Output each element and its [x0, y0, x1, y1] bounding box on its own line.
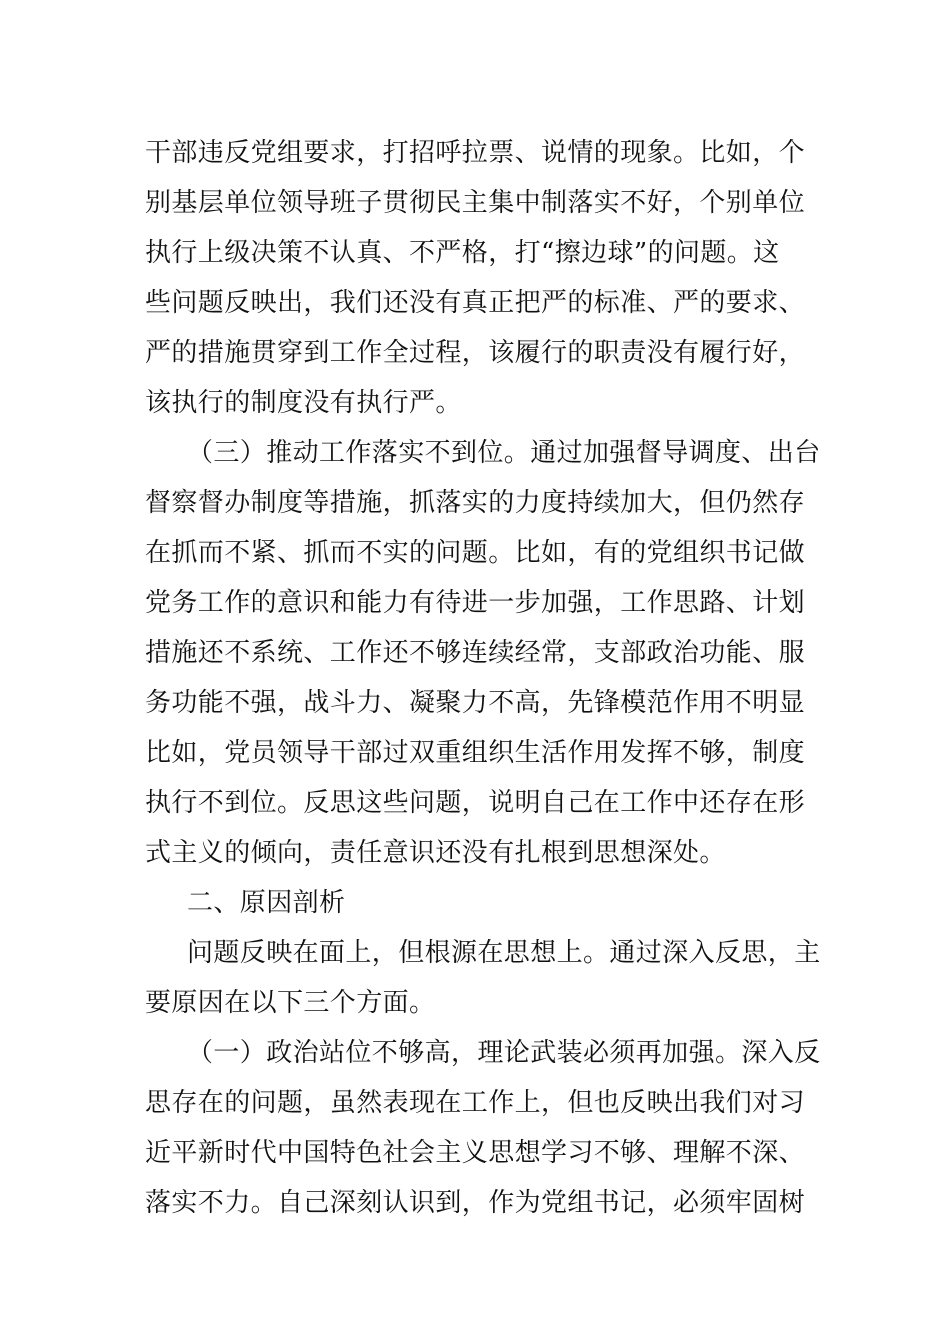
text-line: 执行不到位。反思这些问题，说明自己在工作中还存在形: [145, 788, 806, 818]
text-line: 执行上级决策不认真、不严格，打“擦边球”的问题。这: [145, 238, 780, 268]
text-line: 式主义的倾向，责任意识还没有扎根到思想深处。: [145, 838, 726, 868]
text-line: 比如，党员领导干部过双重组织生活作用发挥不够，制度: [145, 738, 806, 768]
text-line: 该执行的制度没有执行严。: [145, 388, 462, 418]
text-line: 严的措施贯穿到工作全过程，该履行的职责没有履行好，: [145, 338, 806, 368]
text-line: 要原因在以下三个方面。: [145, 988, 436, 1018]
text-line: 别基层单位领导班子贯彻民主集中制落实不好，个别单位: [145, 188, 806, 218]
text-line: 思存在的问题，虽然表现在工作上，但也反映出我们对习: [145, 1088, 806, 1118]
text-line: 落实不力。自己深刻认识到，作为党组书记，必须牢固树: [145, 1188, 806, 1218]
section-heading-cause-analysis: 二、原因剖析: [187, 888, 346, 918]
text-line: 务功能不强，战斗力、凝聚力不高，先锋模范作用不明显: [145, 688, 806, 718]
text-line: 干部违反党组要求，打招呼拉票、说情的现象。比如，个: [145, 138, 806, 168]
text-line: 近平新时代中国特色社会主义思想学习不够、理解不深、: [145, 1138, 806, 1168]
text-line: 督察督办制度等措施，抓落实的力度持续加大，但仍然存: [145, 488, 806, 518]
text-line: 在抓而不紧、抓而不实的问题。比如，有的党组织书记做: [145, 538, 806, 568]
section-heading-3: （三）推动工作落实不到位。通过加强督导调度、出台: [187, 438, 821, 468]
body-text: [145, 128, 821, 1228]
section-heading-1: （一）政治站位不够高，理论武装必须再加强。深入反: [187, 1038, 821, 1068]
text-line: 问题反映在面上，但根源在思想上。通过深入反思，主: [187, 938, 821, 968]
text-line: 党务工作的意识和能力有待进一步加强，工作思路、计划: [145, 588, 806, 618]
text-line: 些问题反映出，我们还没有真正把严的标准、严的要求、: [145, 288, 806, 318]
text-line: 措施还不系统、工作还不够连续经常，支部政治功能、服: [145, 638, 806, 668]
